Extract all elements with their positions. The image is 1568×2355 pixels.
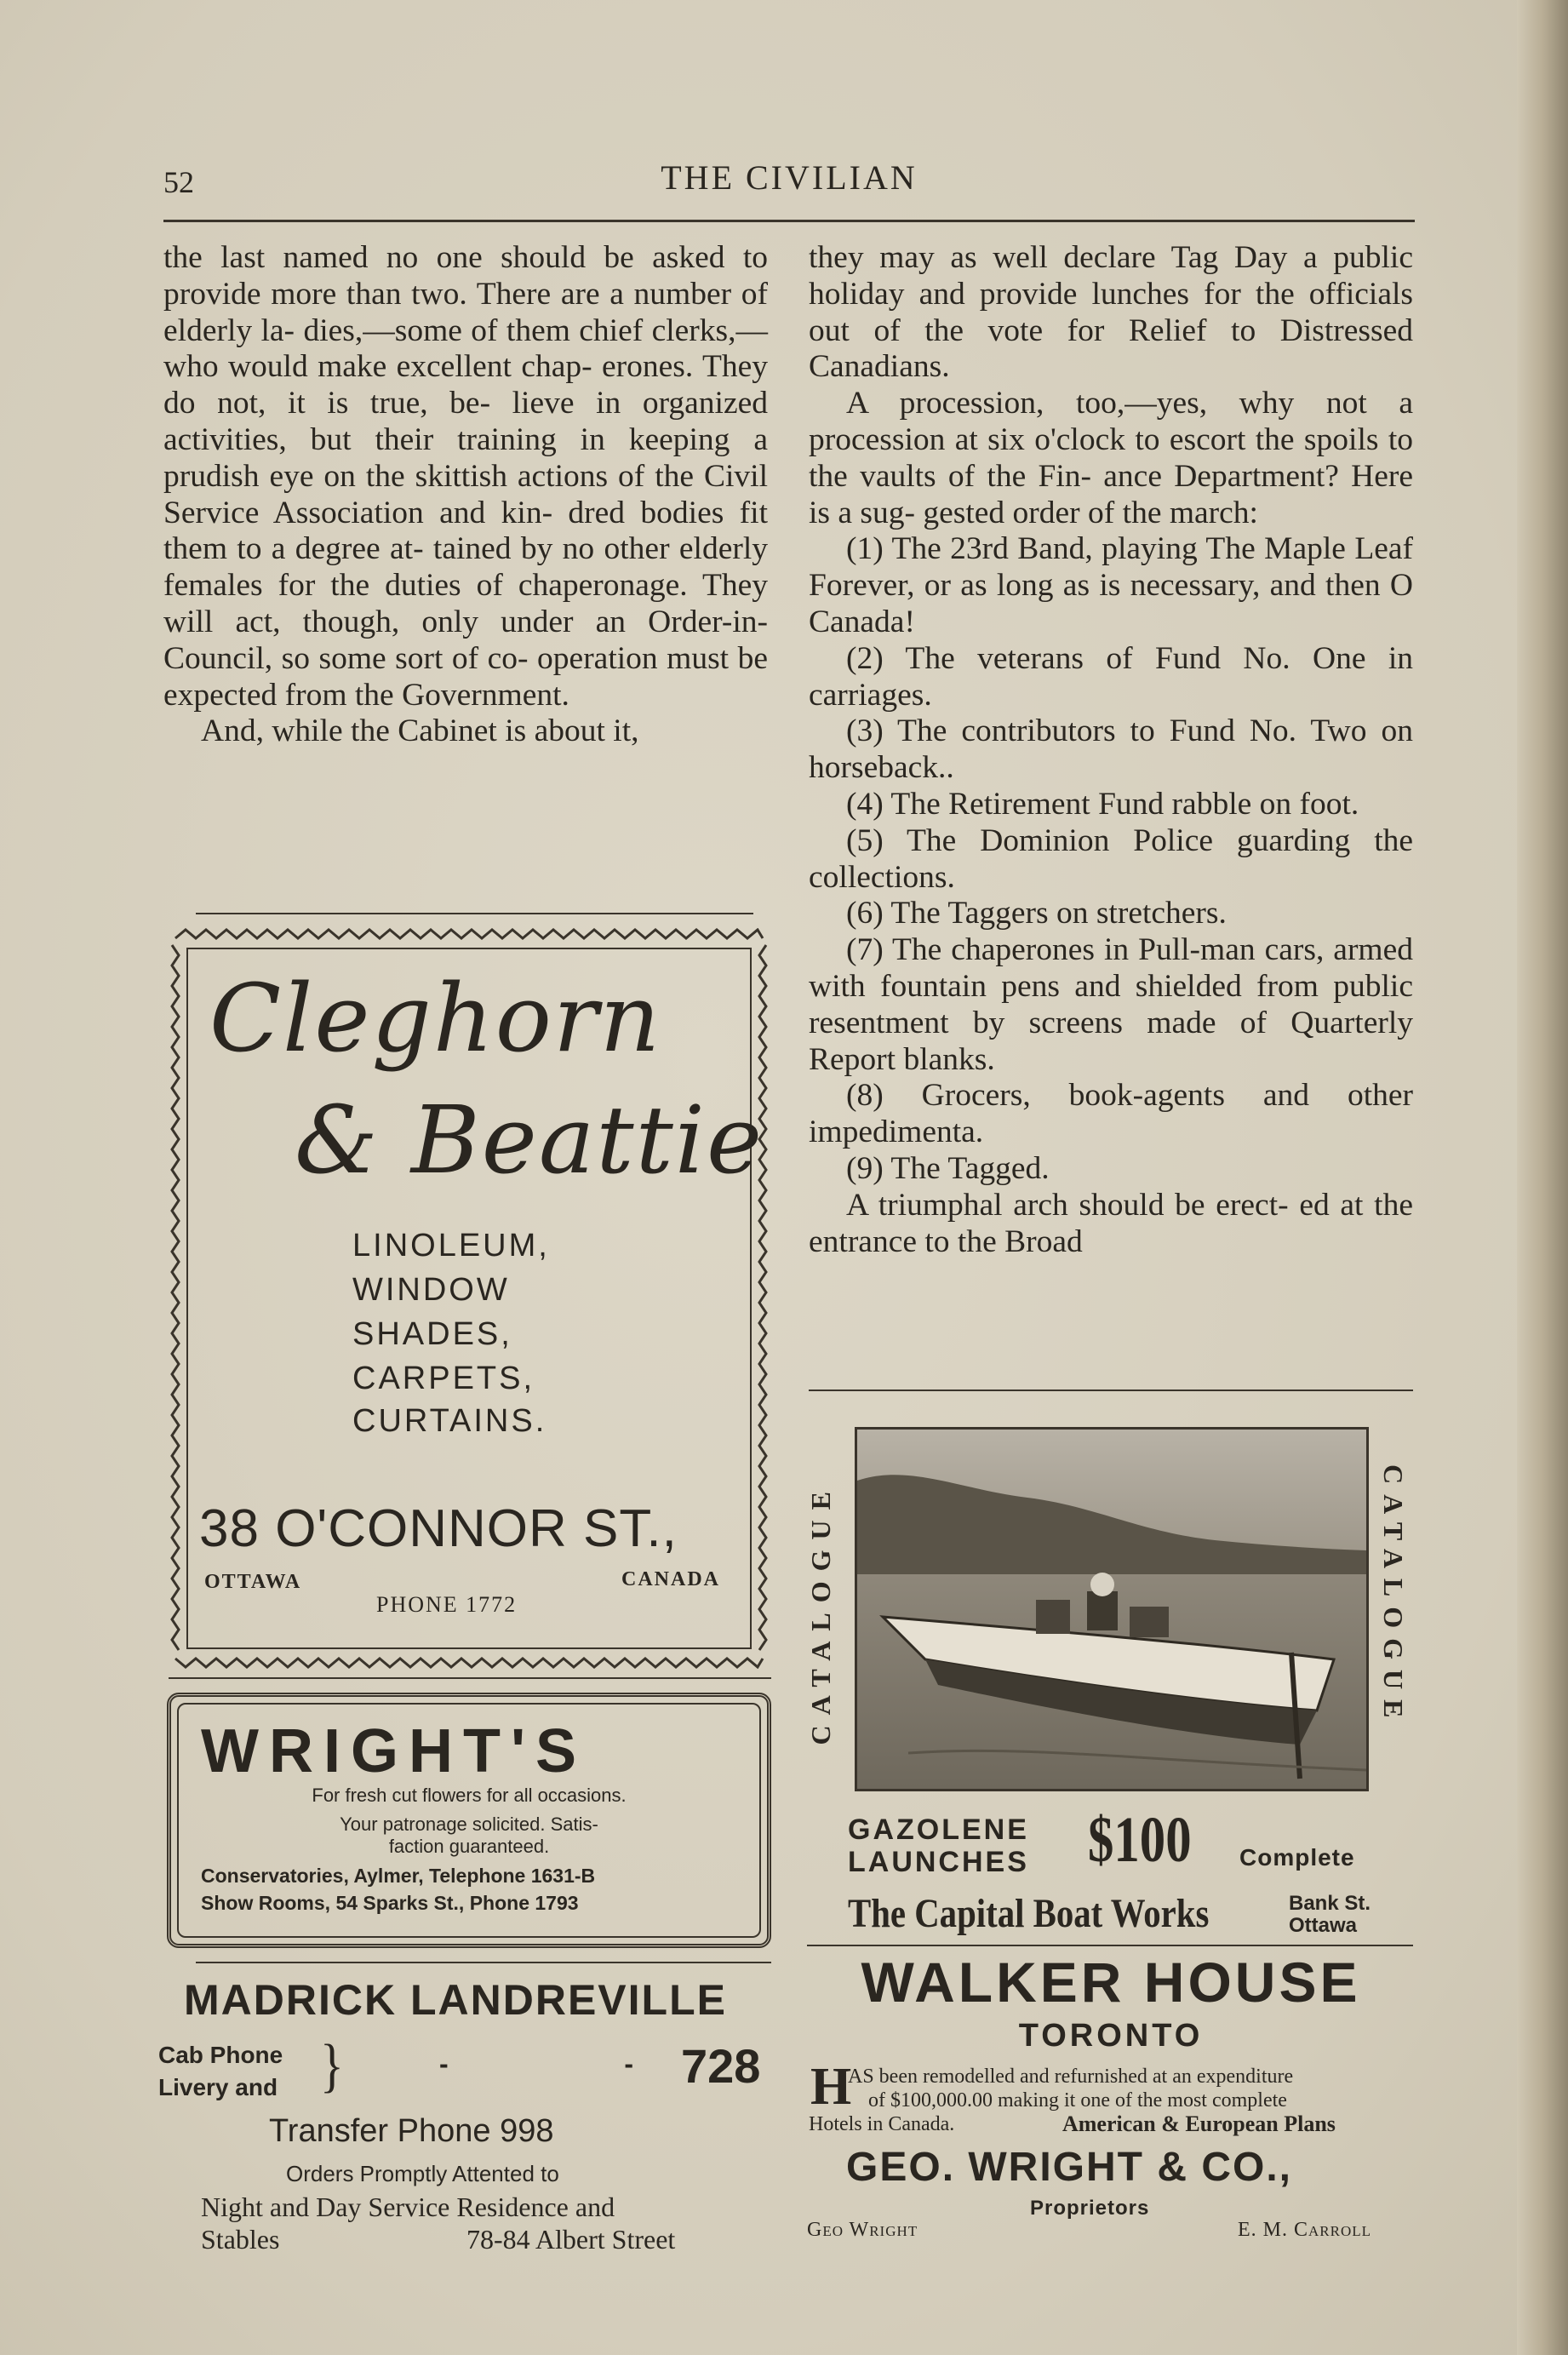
ad-madrick-address: 78-84 Albert Street bbox=[466, 2224, 676, 2255]
left-column bbox=[163, 240, 768, 750]
ad-madrick-livery-label: Livery and bbox=[158, 2074, 278, 2100]
ad-madrick-transfer: Transfer Phone 998 bbox=[269, 2113, 554, 2149]
brace-icon: } bbox=[320, 2031, 344, 2099]
ad-cleghorn-product: LINOLEUM, bbox=[352, 1228, 550, 1263]
article-line: on foot. bbox=[1259, 786, 1359, 822]
ad-walker-owner: GEO. WRIGHT & CO., bbox=[846, 2145, 1292, 2190]
article-paragraph bbox=[809, 240, 1413, 386]
article-line: (6) The Taggers on stretchers. bbox=[846, 896, 1227, 931]
article-line: Maple Leaf Forever, or as long as bbox=[809, 531, 1414, 604]
article-line: Civil Service Association and kin- bbox=[163, 458, 769, 530]
article-line: public holiday and provide lunches bbox=[809, 240, 1413, 312]
ad-wrights-conservatories: Conservatories, Aylmer, Telephone 1631-B bbox=[201, 1865, 596, 1887]
ad-walker-text-line3: Hotels in Canada. bbox=[809, 2113, 955, 2135]
running-title: THE CIVILIAN bbox=[661, 158, 918, 197]
article-line: their training in keeping a prudish bbox=[163, 421, 768, 494]
article-line: cars, armed with fountain pens and bbox=[809, 932, 1413, 1004]
article-paragraph bbox=[809, 823, 1413, 897]
article-paragraph bbox=[809, 531, 1413, 640]
article-line: Government. bbox=[402, 677, 569, 713]
article-paragraph bbox=[809, 1188, 1413, 1261]
article-line: screens made of Quarterly Report bbox=[809, 1005, 1413, 1077]
article-line: (3) The contributors to Fund No. bbox=[846, 713, 1297, 749]
article-line: blanks. bbox=[903, 1041, 995, 1077]
ad-madrick-cab-label: Cab Phone bbox=[158, 2042, 283, 2068]
ad-walker-house bbox=[800, 1950, 1422, 2290]
article-line: erones. They do not, it is true, be- bbox=[163, 349, 769, 421]
ad-capital-boat-works bbox=[800, 1413, 1422, 1941]
article-line: eye on the skittish actions of the bbox=[269, 458, 695, 494]
article-line: Order-in-Council, so some sort of co- bbox=[163, 604, 768, 676]
right-column-end-rule bbox=[809, 1390, 1413, 1391]
ad-walker-proprietors: Proprietors bbox=[1030, 2197, 1150, 2220]
article-line: for the duties of chaperonage. They bbox=[278, 568, 769, 604]
ad-wrights-showrooms: Show Rooms, 54 Sparks St., Phone 1793 bbox=[201, 1892, 579, 1914]
article-line: gested order of the march: bbox=[923, 495, 1258, 530]
article-line: (5) The Dominion Police guarding bbox=[846, 822, 1351, 858]
ad-capital-catalogue-right: CATALOGUE bbox=[1378, 1464, 1409, 1728]
ad-cleghorn-city: OTTAWA bbox=[204, 1571, 302, 1593]
article-paragraph bbox=[809, 932, 1413, 1078]
ad-cleghorn-name-line2: & Beattie bbox=[295, 1086, 764, 1195]
article-paragraph bbox=[809, 896, 1413, 932]
ad-walker-title: WALKER HOUSE bbox=[861, 1951, 1361, 2014]
article-paragraph bbox=[809, 1151, 1413, 1188]
article-line: (4) The Retirement Fund rabble bbox=[846, 786, 1252, 822]
launch-boat-photo bbox=[855, 1427, 1369, 1791]
ad-capital-product-line2: LAUNCHES bbox=[848, 1846, 1029, 1878]
ad-wrights-line: Your patronage solicited. Satis- bbox=[340, 1814, 598, 1835]
ad-capital-address-city: Ottawa bbox=[1289, 1914, 1358, 1937]
ad-madrick-landreville bbox=[158, 1967, 771, 2265]
article-line: in carriages. bbox=[809, 640, 1413, 713]
article-line: dred bodies fit them to a degree at- bbox=[163, 495, 768, 567]
ad-cleghorn-product: CARPETS, bbox=[352, 1361, 535, 1396]
article-line: (8) Grocers, book-agents and other bbox=[846, 1078, 1413, 1114]
article-line: A triumphal arch should be erect- bbox=[846, 1187, 1289, 1223]
article-line: ance Department? Here is a sug- bbox=[809, 458, 1414, 530]
ad-wrights-line: faction guaranteed. bbox=[388, 1836, 550, 1857]
article-paragraph bbox=[809, 1078, 1413, 1151]
article-line: A procession, too,—yes, why not a bbox=[846, 386, 1413, 421]
page-binding bbox=[1517, 0, 1568, 2355]
page-header bbox=[163, 158, 1415, 217]
article-line: Relief to Distressed Canadians. bbox=[809, 312, 1413, 385]
article-paragraph bbox=[163, 240, 768, 713]
ad-walker-proprietor-right: E. M. Carroll bbox=[1238, 2219, 1372, 2241]
page-number: 52 bbox=[163, 165, 194, 199]
ad-capital-address-street: Bank St. bbox=[1289, 1892, 1371, 1915]
article-line: impedimenta. bbox=[809, 1114, 984, 1150]
left-column-end-rule bbox=[196, 913, 753, 914]
article-line: (7) The chaperones in Pull-man bbox=[846, 932, 1256, 968]
ad-walker-drop-cap: H bbox=[810, 2058, 852, 2116]
ad-cleghorn-country: CANADA bbox=[621, 1568, 720, 1590]
ad-separator-rule bbox=[196, 1962, 771, 1963]
article-line: ed at the entrance to the Broad bbox=[809, 1187, 1413, 1259]
article-line: dies,—some of them chief clerks,— bbox=[303, 312, 769, 348]
article-line: the collections. bbox=[809, 822, 1414, 895]
ad-cleghorn-product: CURTAINS. bbox=[352, 1403, 547, 1439]
article-paragraph bbox=[809, 787, 1413, 823]
ad-capital-company: The Capital Boat Works bbox=[848, 1891, 1210, 1936]
ad-madrick-service-line1: Night and Day Service Residence and bbox=[201, 2192, 615, 2222]
ad-separator-rule bbox=[807, 1945, 1413, 1946]
ad-cleghorn-product: SHADES, bbox=[352, 1316, 512, 1352]
ad-walker-city: TORONTO bbox=[1018, 2018, 1204, 2054]
article-line: who would make excellent chap- bbox=[163, 349, 592, 385]
article-line: is necessary, and then O Canada! bbox=[809, 568, 1413, 639]
article-paragraph bbox=[809, 713, 1413, 787]
header-rule bbox=[163, 220, 1415, 222]
article-line: (9) The Tagged. bbox=[846, 1150, 1050, 1186]
article-line: And, while the Cabinet is about it, bbox=[201, 713, 639, 749]
article-line: lieve in organized activities, but bbox=[163, 386, 768, 457]
article-paragraph bbox=[163, 713, 768, 750]
ad-walker-text-line1: AS been remodelled and refurnished at an expenditure bbox=[848, 2066, 1294, 2088]
ad-cleghorn-address: 38 O'CONNOR ST., bbox=[199, 1499, 678, 1558]
ad-capital-complete: Complete bbox=[1239, 1844, 1355, 1871]
article-line: Two on horseback.. bbox=[809, 713, 1413, 786]
article-line: (1) The 23rd Band, playing The bbox=[846, 531, 1256, 567]
ad-capital-product-line1: GAZOLENE bbox=[848, 1814, 1029, 1846]
ad-madrick-dashes: - - bbox=[439, 2048, 633, 2079]
ad-wrights-title: WRIGHT'S bbox=[201, 1717, 587, 1785]
ad-capital-catalogue-left: CATALOGUE bbox=[805, 1481, 836, 1745]
boat-image bbox=[857, 1430, 1366, 1789]
ad-madrick-title: MADRICK LANDREVILLE bbox=[184, 1976, 727, 2024]
ad-madrick-stables: Stables bbox=[201, 2224, 280, 2255]
article-line: operation must be expected from the bbox=[163, 640, 768, 713]
ad-cleghorn-phone: PHONE 1772 bbox=[376, 1592, 518, 1617]
article-line: the last named no one should be bbox=[163, 240, 634, 275]
article-line: (2) The veterans of Fund No. One bbox=[846, 640, 1366, 676]
article-paragraph bbox=[809, 641, 1413, 714]
article-line: There are a number of elderly la- bbox=[163, 276, 768, 348]
ad-walker-plans: American & European Plans bbox=[1062, 2111, 1336, 2136]
ad-madrick-cab-number: 728 bbox=[681, 2039, 761, 2093]
article-line: procession at six o'clock to escort bbox=[809, 421, 1246, 457]
ad-walker-text-line2: of $100,000.00 making it one of the most complete bbox=[868, 2089, 1287, 2111]
article-paragraph bbox=[809, 386, 1413, 531]
article-line: shielded from public resentment by bbox=[809, 968, 1413, 1040]
article-line: tained by no other elderly females bbox=[163, 531, 768, 604]
right-column bbox=[809, 240, 1413, 1260]
article-line: the spoils to the vaults of the Fin- bbox=[809, 421, 1413, 494]
ad-wrights bbox=[167, 1693, 771, 1948]
article-line: for the officials out of the vote for bbox=[809, 276, 1413, 348]
ad-separator-rule bbox=[169, 1677, 771, 1679]
ad-cleghorn-beattie bbox=[167, 928, 771, 1669]
ad-wrights-line: For fresh cut flowers for all occasions. bbox=[312, 1785, 627, 1806]
ad-walker-proprietor-left: Geo Wright bbox=[807, 2219, 918, 2241]
article-line: they may as well declare Tag Day a bbox=[809, 240, 1318, 275]
ad-cleghorn-product: WINDOW bbox=[352, 1272, 510, 1308]
ad-madrick-orders: Orders Promptly Attented to bbox=[286, 2161, 559, 2186]
ad-capital-price: $100 bbox=[1088, 1804, 1192, 1876]
article-line: will act, though, only under an bbox=[163, 604, 627, 639]
article-line: asked to provide more than two. bbox=[163, 240, 768, 312]
ad-cleghorn-name-line1: Cleghorn bbox=[209, 964, 662, 1073]
